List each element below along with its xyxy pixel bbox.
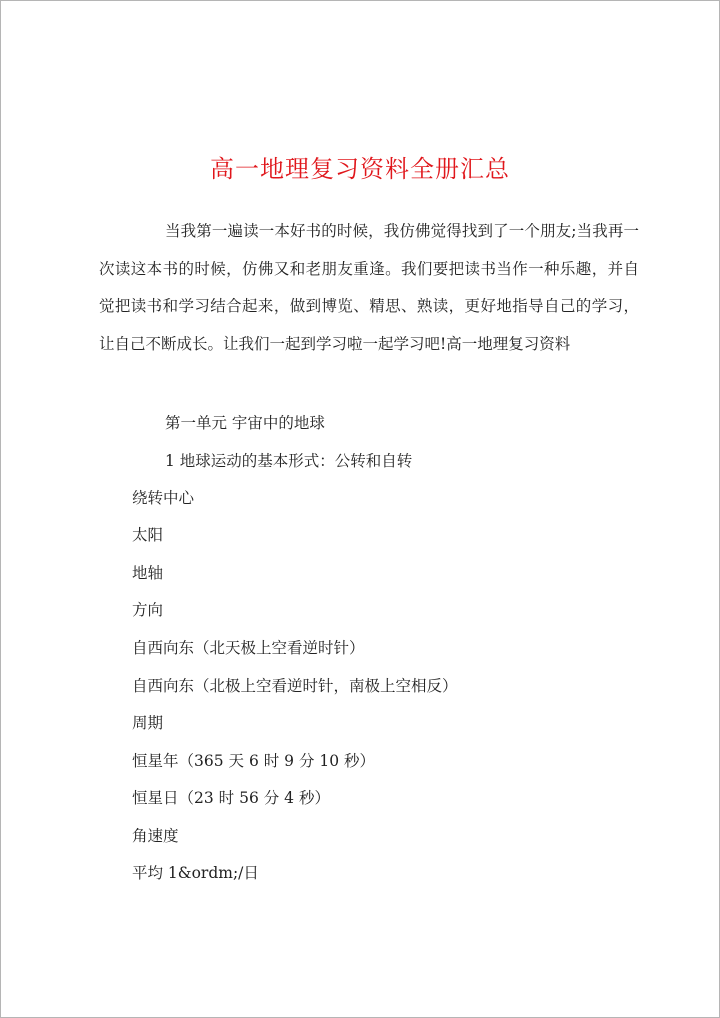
list-item: 绕转中心: [132, 489, 195, 507]
list-item: 自西向东（北天极上空看逆时针）: [132, 639, 365, 657]
unit-heading: 第一单元 宇宙中的地球: [165, 414, 325, 432]
section-heading: 1 地球运动的基本形式：公转和自转: [165, 452, 413, 470]
document-title: 高一地理复习资料全册汇总: [210, 155, 510, 183]
list-item: 地轴: [132, 564, 164, 582]
list-item: 自西向东（北极上空看逆时针，南极上空相反）: [132, 677, 458, 695]
list-item: 角速度: [132, 827, 179, 845]
list-item: 太阳: [132, 526, 164, 544]
list-item: 周期: [132, 714, 164, 732]
list-item: 恒星年（365 天 6 时 9 分 10 秒）: [132, 752, 376, 770]
intro-paragraph: 当我第一遍读一本好书的时候，我仿佛觉得找到了一个朋友;当我再一次读这本书的时候，仿佛又和老朋友重逢。我们要把读书当作一种乐趣，并自觉把读书和学习结合起来，做到博览、精思、熟读，更好地指导自己的学习，让自己不断成长。让我们一起到学习啦一起学习吧!高一地理复习资料: [99, 222, 639, 353]
list-item: 方向: [132, 601, 164, 619]
list-item: 平均 1&ordm;/日: [132, 864, 259, 882]
list-item: 恒星日（23 时 56 分 4 秒）: [132, 789, 330, 807]
